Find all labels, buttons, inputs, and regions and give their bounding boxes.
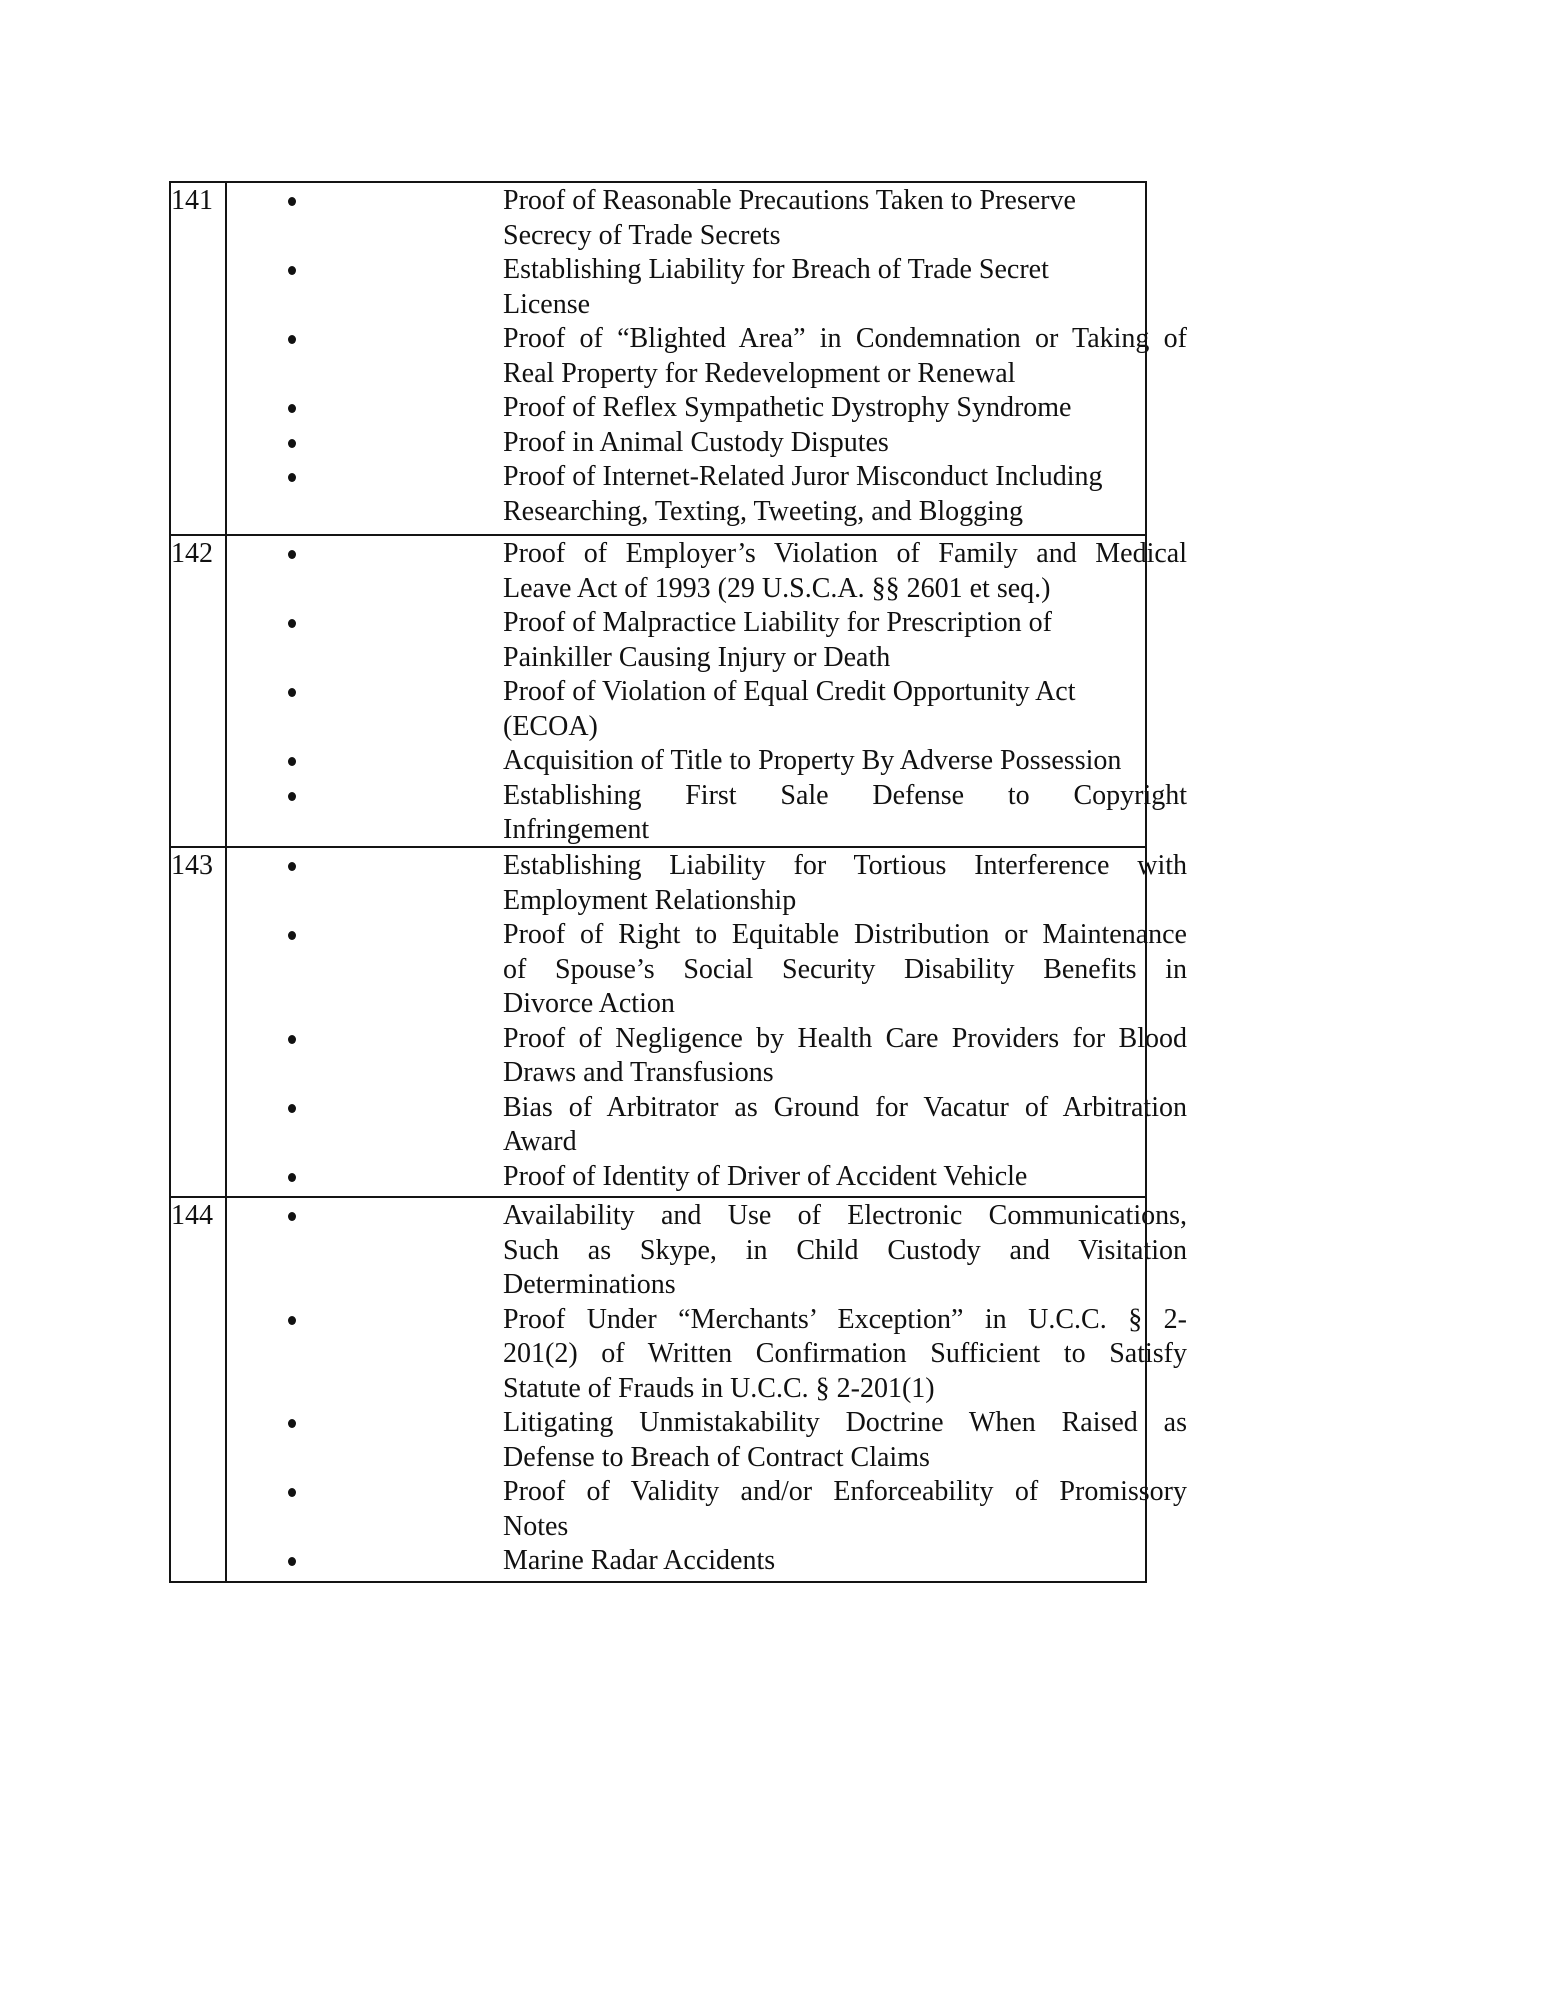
- table-row: [171, 846, 1187, 1196]
- bullet-icon: [288, 688, 296, 697]
- topic-text-line: Leave Act of 1993 (29 U.S.C.A. §§ 2601 et seq.): [503, 572, 1051, 604]
- topic-text-line: Infringement: [503, 814, 650, 845]
- topic-text-line: Proof in Animal Custody Disputes: [503, 426, 889, 458]
- topic-text-line: Proof of Negligence by Health Care Providers for Blood: [503, 1022, 1187, 1054]
- list-item: [227, 1475, 1187, 1544]
- topic-text-line: Draws and Transfusions: [503, 1057, 774, 1088]
- topic-text-line: Painkiller Causing Injury or Death: [503, 641, 891, 673]
- bullet-icon: [288, 550, 296, 559]
- list-item: [227, 675, 1187, 744]
- topic-text-line: Proof of Violation of Equal Credit Opportunity Act: [503, 676, 1076, 707]
- list-item: [227, 744, 1187, 779]
- bullet-icon: [288, 1173, 296, 1182]
- bullet-icon: [288, 619, 296, 628]
- bullet-icon: [288, 473, 296, 482]
- volume-number: 144: [171, 1198, 227, 1581]
- topic-text-line: 201(2) of Written Confirmation Sufficient to Satisfy: [503, 1338, 1187, 1369]
- topic-text-line: Proof of Right to Equitable Distribution or Maintenance: [503, 919, 1187, 950]
- list-item: [227, 1544, 1187, 1579]
- volume-number: 143: [171, 848, 227, 1196]
- topic-text-line: Award: [503, 1126, 577, 1157]
- bullet-icon: [288, 792, 296, 801]
- volume-number: 142: [171, 536, 227, 846]
- topic-text-line: Establishing First Sale Defense to Copyright: [503, 779, 1187, 811]
- bullet-icon: [288, 404, 296, 413]
- topic-text-line: Divorce Action: [503, 988, 675, 1019]
- topic-text-line: Establishing Liability for Tortious Interference with: [503, 850, 1187, 881]
- list-item: [227, 1091, 1187, 1160]
- bullet-icon: [288, 1557, 296, 1566]
- topic-text-line: of Spouse’s Social Security Disability Benefits in: [503, 953, 1187, 985]
- topic-text-line: Proof of Validity and/or Enforceability of Promissory: [503, 1476, 1187, 1507]
- topic-text-line: Statute of Frauds in U.C.C. § 2-201(1): [503, 1372, 935, 1404]
- topic-text-line: Availability and Use of Electronic Communications,: [503, 1200, 1187, 1231]
- list-item: [227, 1199, 1187, 1303]
- topic-text-line: Notes: [503, 1510, 569, 1542]
- topic-text-line: Proof of Reasonable Precautions Taken to Preserve: [503, 185, 1076, 216]
- bullet-icon: [288, 335, 296, 344]
- list-item: [227, 322, 1187, 391]
- topic-text-line: Proof of Malpractice Liability for Prescription of: [503, 607, 1052, 638]
- bullet-icon: [288, 439, 296, 448]
- list-item: [227, 391, 1187, 426]
- topic-text-line: Proof of Employer’s Violation of Family and Medical: [503, 538, 1187, 569]
- topics-cell: [227, 183, 1187, 534]
- volume-number: 141: [171, 183, 227, 534]
- list-item: [227, 1303, 1187, 1407]
- bullet-icon: [288, 1316, 296, 1325]
- table-row: [171, 534, 1187, 846]
- topic-text-line: Bias of Arbitrator as Ground for Vacatur of Arbitration: [503, 1091, 1187, 1123]
- topic-text-line: Secrecy of Trade Secrets: [503, 219, 781, 251]
- list-item: [227, 426, 1187, 461]
- bullet-icon: [288, 1212, 296, 1221]
- topic-text-line: License: [503, 288, 591, 320]
- topic-text-line: Acquisition of Title to Property By Adverse Possession: [503, 745, 1122, 776]
- topic-text-line: Defense to Breach of Contract Claims: [503, 1441, 930, 1473]
- bullet-icon: [288, 862, 296, 871]
- topic-text-line: Establishing Liability for Breach of Trade Secret: [503, 254, 1049, 285]
- list-item: [227, 537, 1187, 606]
- topic-text-line: Real Property for Redevelopment or Renewal: [503, 357, 1016, 389]
- topic-text-line: Litigating Unmistakability Doctrine When Raised as: [503, 1407, 1187, 1438]
- topic-text-line: Proof of “Blighted Area” in Condemnation or Taking of: [503, 323, 1187, 354]
- bullet-icon: [288, 1104, 296, 1113]
- topic-text-line: Such as Skype, in Child Custody and Visitation: [503, 1234, 1187, 1266]
- list-item: [227, 460, 1187, 529]
- list-item: [227, 606, 1187, 675]
- bullet-icon: [288, 1035, 296, 1044]
- list-item: [227, 184, 1187, 253]
- bullet-icon: [288, 931, 296, 940]
- bullet-icon: [288, 1419, 296, 1428]
- topic-text-line: Proof of Internet-Related Juror Misconduct Including: [503, 461, 1103, 492]
- bullet-icon: [288, 1488, 296, 1497]
- table-row: [171, 183, 1187, 534]
- topics-cell: [227, 848, 1187, 1196]
- table-row: [171, 1196, 1187, 1581]
- topic-text-line: Proof of Identity of Driver of Accident Vehicle: [503, 1160, 1028, 1192]
- volume-topics-table: [169, 181, 1187, 1583]
- list-item: [227, 1406, 1187, 1475]
- list-item: [227, 1022, 1187, 1091]
- topic-text-line: Marine Radar Accidents: [503, 1545, 776, 1576]
- topic-text-line: Proof Under “Merchants’ Exception” in U.C.C. § 2-: [503, 1303, 1187, 1335]
- topic-text-line: Determinations: [503, 1269, 676, 1300]
- topic-text-line: Proof of Reflex Sympathetic Dystrophy Syndrome: [503, 392, 1072, 423]
- bullet-icon: [288, 757, 296, 766]
- topic-text-line: Researching, Texting, Tweeting, and Blogging: [503, 495, 1023, 527]
- list-item: [227, 1160, 1187, 1195]
- list-item: [227, 849, 1187, 918]
- bullet-icon: [288, 197, 296, 206]
- list-item: [227, 918, 1187, 1022]
- list-item: [227, 253, 1187, 322]
- topics-cell: [227, 1198, 1187, 1581]
- topic-text-line: (ECOA): [503, 710, 598, 742]
- topics-cell: [227, 536, 1187, 846]
- topic-text-line: Employment Relationship: [503, 884, 797, 916]
- list-item: [227, 779, 1187, 848]
- bullet-icon: [288, 266, 296, 275]
